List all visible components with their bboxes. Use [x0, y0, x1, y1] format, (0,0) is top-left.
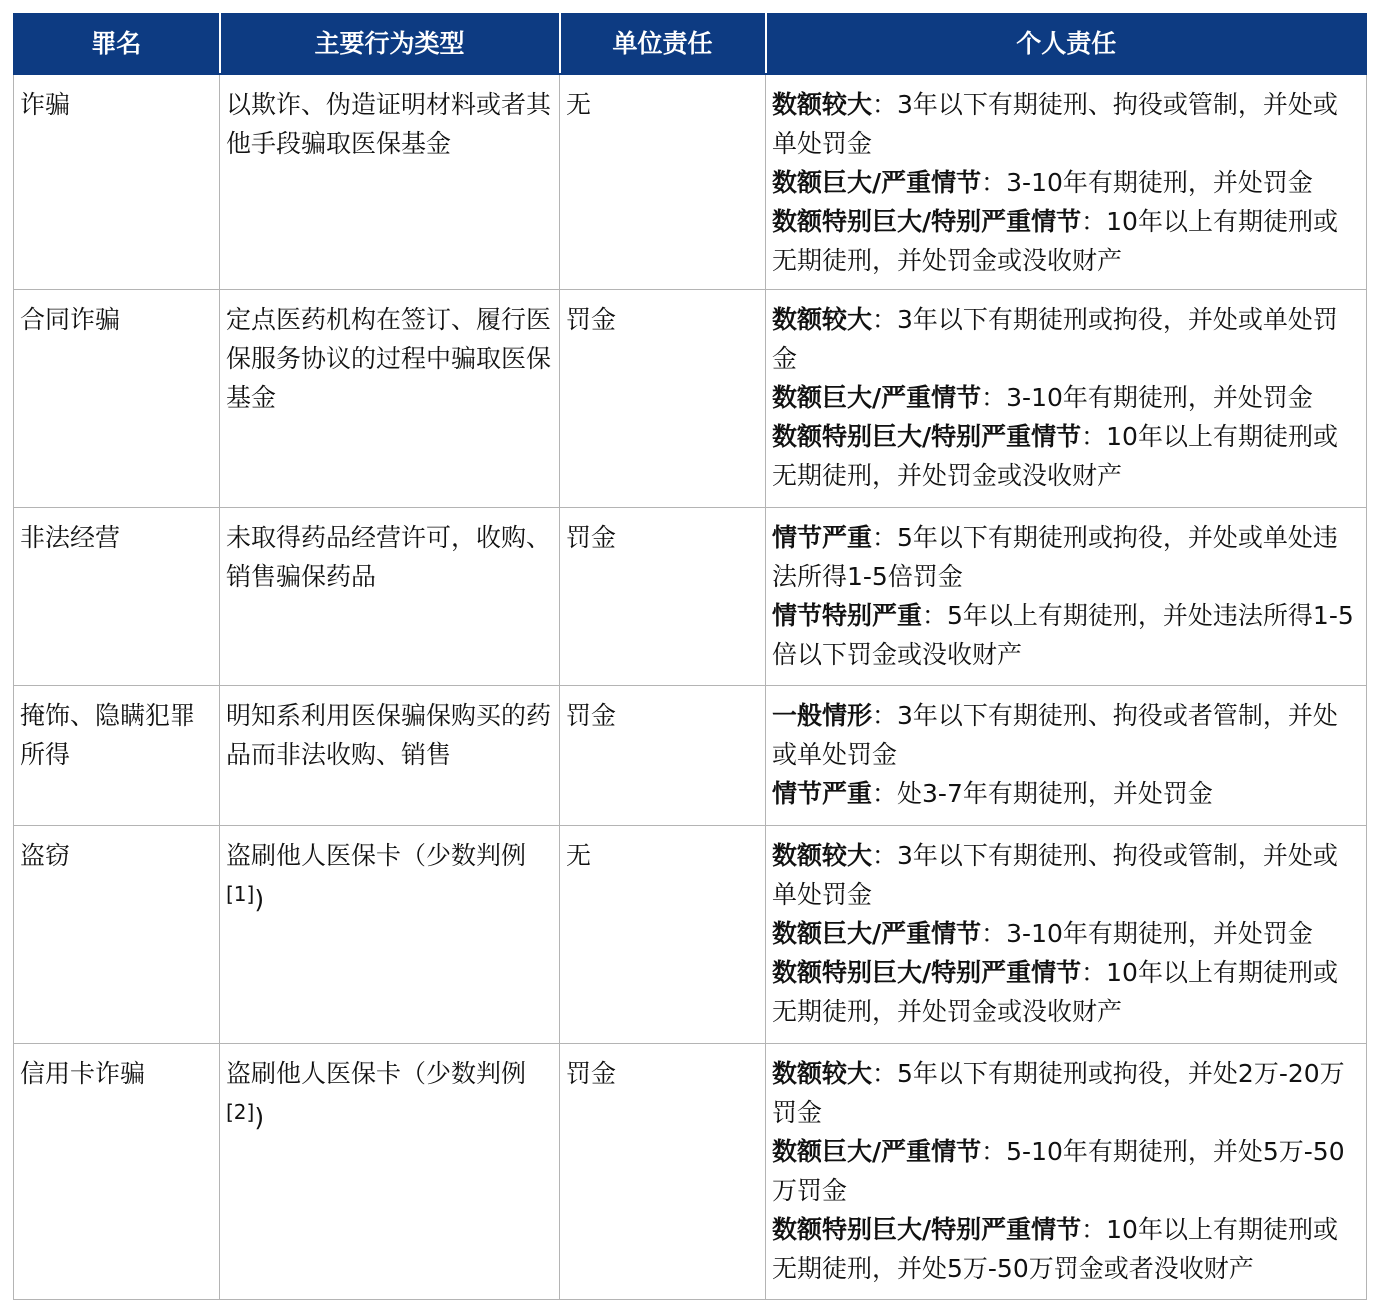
- penalty-text: ：3年以下有期徒刑或拘役，并处或单处罚金: [772, 305, 1338, 373]
- behavior-text: 未取得药品经营许可，收购、销售骗保药品: [226, 523, 552, 591]
- penalty-label: 数额特别巨大/特别严重情节: [772, 1215, 1082, 1244]
- behavior-text: 盗刷他人医保卡（少数判例: [226, 841, 527, 870]
- cell-personal-liability: [766, 1044, 1367, 1300]
- cell-behavior: [220, 1044, 560, 1300]
- penalty-text: ：3年以下有期徒刑、拘役或管制，并处或单处罚金: [772, 841, 1338, 909]
- penalty-text: ：10年以上有期徒刑或无期徒刑，并处罚金或没收财产: [772, 207, 1338, 275]
- penalty-line: [772, 836, 1360, 914]
- penalty-line: [772, 417, 1360, 495]
- penalty-text: ：5-10年有期徒刑，并处5万-50万罚金: [772, 1137, 1345, 1205]
- cell-behavior: [220, 508, 560, 686]
- penalty-text: ：3-10年有期徒刑，并处罚金: [981, 383, 1313, 412]
- header-unit-liability: 单位责任: [560, 12, 766, 74]
- cell-personal-liability: [766, 508, 1367, 686]
- penalty-line: [772, 774, 1360, 813]
- penalty-label: 数额较大: [772, 841, 873, 870]
- penalty-line: [772, 202, 1360, 280]
- penalty-label: 情节严重: [772, 779, 873, 808]
- header-personal-liability: 个人责任: [766, 12, 1367, 74]
- penalty-text: ：5年以下有期徒刑或拘役，并处或单处违法所得1-5倍罚金: [772, 523, 1338, 591]
- penalty-text: ：5年以下有期徒刑或拘役，并处2万-20万罚金: [772, 1059, 1345, 1127]
- table-row: [14, 686, 1367, 826]
- table-row: [14, 826, 1367, 1044]
- penalty-label: 情节严重: [772, 523, 873, 552]
- penalty-label: 数额巨大/严重情节: [772, 383, 982, 412]
- cell-crime: 盗窃: [14, 826, 220, 1044]
- table-row: [14, 508, 1367, 686]
- penalty-label: 数额特别巨大/特别严重情节: [772, 958, 1082, 987]
- cell-crime: 非法经营: [14, 508, 220, 686]
- behavior-text: 定点医药机构在签订、履行医保服务协议的过程中骗取医保基金: [226, 305, 552, 412]
- penalty-label: 情节特别严重: [772, 601, 923, 630]
- penalty-line: [772, 696, 1360, 774]
- penalty-text: ：3年以下有期徒刑、拘役或管制，并处或单处罚金: [772, 90, 1338, 158]
- header-behavior: 主要行为类型: [220, 12, 560, 74]
- cell-unit-liability: 罚金: [560, 508, 766, 686]
- cell-unit-liability: 罚金: [560, 1044, 766, 1300]
- behavior-text-tail: ): [254, 885, 265, 914]
- cell-personal-liability: [766, 74, 1367, 290]
- penalty-line: [772, 596, 1360, 674]
- behavior-text: 以欺诈、伪造证明材料或者其他手段骗取医保基金: [226, 90, 552, 158]
- cell-unit-liability: 罚金: [560, 290, 766, 508]
- cell-unit-liability: 罚金: [560, 686, 766, 826]
- penalty-text: ：3年以下有期徒刑、拘役或者管制，并处或单处罚金: [772, 701, 1338, 769]
- penalty-label: 数额较大: [772, 90, 873, 119]
- behavior-text: 盗刷他人医保卡（少数判例: [226, 1059, 527, 1088]
- cell-behavior: [220, 826, 560, 1044]
- penalty-label: 数额巨大/严重情节: [772, 1137, 982, 1166]
- penalty-label: 数额巨大/严重情节: [772, 919, 982, 948]
- penalty-text: ：5年以上有期徒刑，并处违法所得1-5倍以下罚金或没收财产: [772, 601, 1354, 669]
- penalty-text: ：3-10年有期徒刑，并处罚金: [981, 168, 1313, 197]
- cell-behavior: [220, 686, 560, 826]
- behavior-text: 明知系利用医保骗保购买的药品而非法收购、销售: [226, 701, 552, 769]
- penalty-line: [772, 518, 1360, 596]
- penalty-text: ：处3-7年有期徒刑，并处罚金: [872, 779, 1213, 808]
- table-row: [14, 290, 1367, 508]
- penalty-line: [772, 300, 1360, 378]
- penalty-label: 数额较大: [772, 305, 873, 334]
- cell-crime: 诈骗: [14, 74, 220, 290]
- cell-unit-liability: 无: [560, 74, 766, 290]
- penalty-label: 数额特别巨大/特别严重情节: [772, 422, 1082, 451]
- table-body: [14, 74, 1367, 1300]
- penalty-text: ：3-10年有期徒刑，并处罚金: [981, 919, 1313, 948]
- penalty-text: ：10年以上有期徒刑或无期徒刑，并处罚金或没收财产: [772, 422, 1338, 490]
- table-row: [14, 74, 1367, 290]
- cell-behavior: [220, 74, 560, 290]
- penalty-line: [772, 1210, 1360, 1288]
- penalty-line: [772, 914, 1360, 953]
- penalty-line: [772, 1054, 1360, 1132]
- penalty-label: 一般情形: [772, 701, 873, 730]
- penalty-label: 数额较大: [772, 1059, 873, 1088]
- cell-crime: 掩饰、隐瞒犯罪所得: [14, 686, 220, 826]
- header-crime: 罪名: [14, 12, 220, 74]
- crime-liability-table: [13, 11, 1367, 1300]
- penalty-line: [772, 163, 1360, 202]
- cell-crime: 合同诈骗: [14, 290, 220, 508]
- behavior-text-tail: ): [254, 1103, 265, 1132]
- penalty-line: [772, 378, 1360, 417]
- penalty-line: [772, 953, 1360, 1031]
- penalty-line: [772, 1132, 1360, 1210]
- cell-crime: 信用卡诈骗: [14, 1044, 220, 1300]
- cell-personal-liability: [766, 686, 1367, 826]
- cell-personal-liability: [766, 290, 1367, 508]
- table-row: [14, 1044, 1367, 1300]
- table-header-row: [14, 12, 1367, 74]
- penalty-label: 数额巨大/严重情节: [772, 168, 982, 197]
- footnote-ref-link[interactable]: [1]: [226, 882, 255, 906]
- footnote-ref-link[interactable]: [2]: [226, 1100, 255, 1124]
- penalty-text: ：10年以上有期徒刑或无期徒刑，并处罚金或没收财产: [772, 958, 1338, 1026]
- cell-unit-liability: 无: [560, 826, 766, 1044]
- penalty-label: 数额特别巨大/特别严重情节: [772, 207, 1082, 236]
- penalty-line: [772, 85, 1360, 163]
- cell-behavior: [220, 290, 560, 508]
- cell-personal-liability: [766, 826, 1367, 1044]
- penalty-text: ：10年以上有期徒刑或无期徒刑，并处5万-50万罚金或者没收财产: [772, 1215, 1338, 1283]
